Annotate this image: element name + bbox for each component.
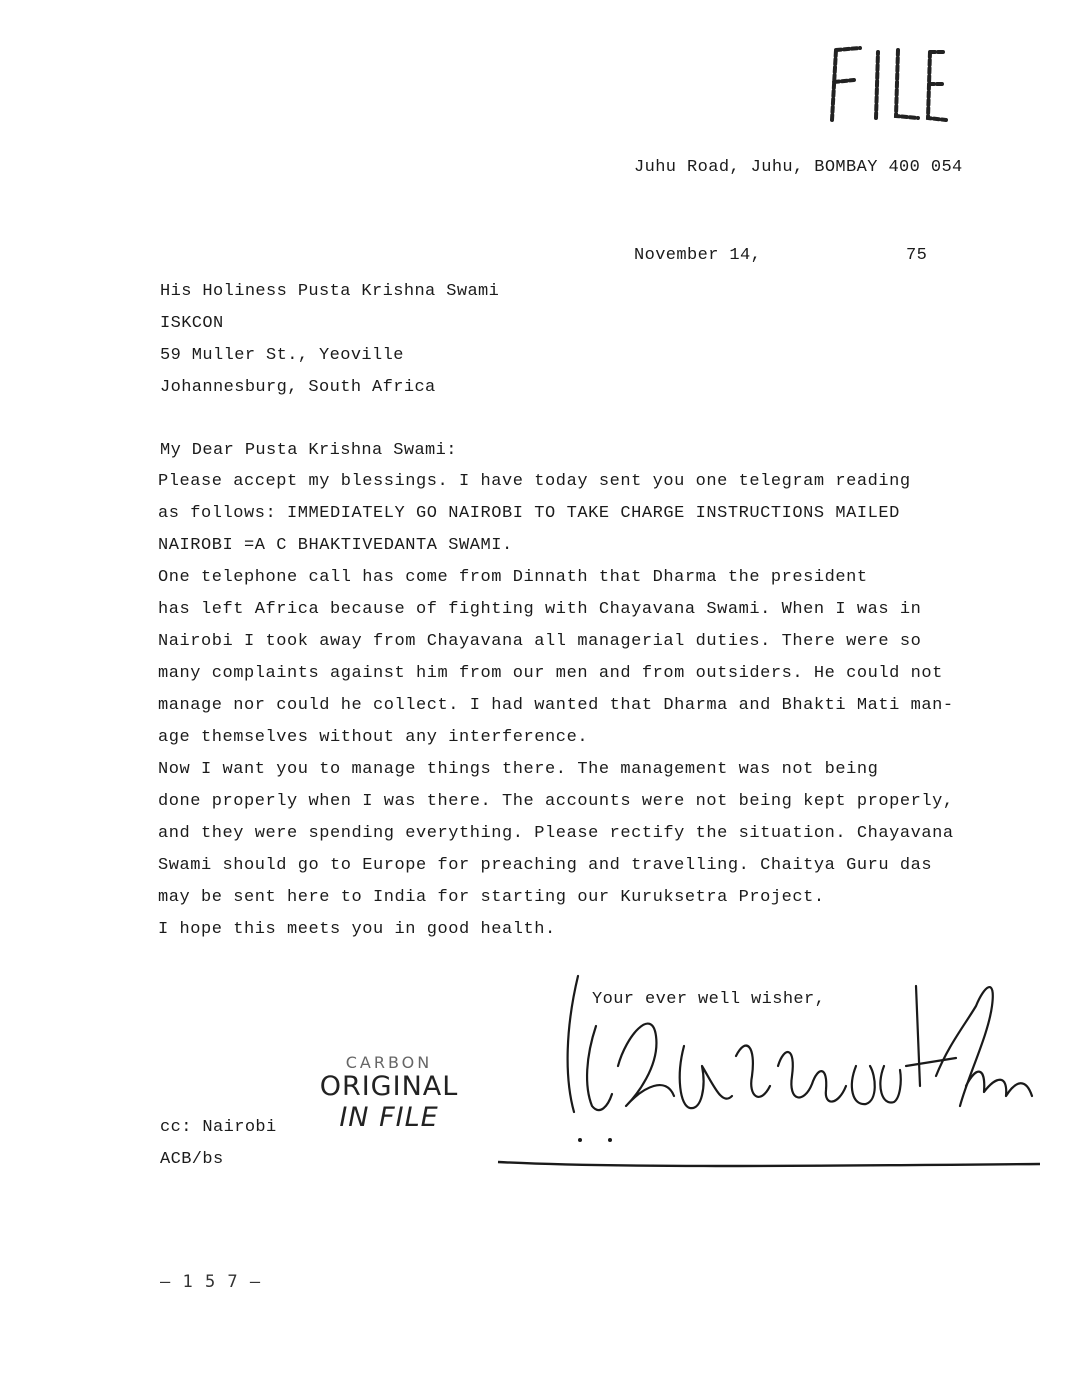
body-line: Please accept my blessings. I have today sent you one telegram reading (158, 472, 911, 491)
body-line: Nairobi I took away from Chayavana all managerial duties. There were so (158, 632, 922, 651)
file-stamp (818, 38, 948, 128)
body-line: Swami should go to Europe for preaching and travelling. Chaitya Guru das (158, 856, 933, 875)
body-line: and they were spending everything. Please rectify the situation. Chayavana (158, 824, 954, 843)
signature-line (496, 1156, 1042, 1170)
recipient-line-1: His Holiness Pusta Krishna Swami (160, 282, 500, 301)
typist-initials: ACB/bs (160, 1150, 224, 1169)
body-line: many complaints against him from our men and from outsiders. He could not (158, 664, 943, 683)
stamp-in-file-text: IN FILE (339, 1102, 439, 1133)
body-line: NAIROBI =A C BHAKTIVEDANTA SWAMI. (158, 536, 513, 555)
body-line: may be sent here to India for starting our Kuruksetra Project. (158, 888, 825, 907)
stamp-original-text: ORIGINAL (319, 1071, 459, 1102)
body-line: manage nor could he collect. I had wanted that Dharma and Bhakti Mati man- (158, 696, 954, 715)
cc-line: cc: Nairobi (160, 1118, 277, 1137)
recipient-line-2: ISKCON (160, 314, 224, 333)
stamp-carbon-text: CARBON (345, 1053, 433, 1072)
body-line: One telephone call has come from Dinnath that Dharma the president (158, 568, 868, 587)
signature (556, 966, 1046, 1146)
sender-address: Juhu Road, Juhu, BOMBAY 400 054 (634, 158, 963, 177)
letter-date-month: November 14, (634, 246, 762, 265)
closing: Your ever well wisher, (592, 990, 826, 1009)
salutation: My Dear Pusta Krishna Swami: (160, 441, 457, 460)
recipient-line-3: 59 Muller St., Yeoville (160, 346, 404, 365)
body-line: age themselves without any interference. (158, 728, 589, 747)
footer-mark: — 1 5 7 — (160, 1272, 262, 1292)
body-line: has left Africa because of fighting with Chayavana Swami. When I was in (158, 600, 922, 619)
body-line: done properly when I was there. The accounts were not being kept properly, (158, 792, 954, 811)
letter-date-year: 75 (906, 246, 928, 265)
recipient-line-4: Johannesburg, South Africa (160, 378, 436, 397)
body-line: Now I want you to manage things there. The management was not being (158, 760, 879, 779)
original-in-file-stamp (314, 1054, 464, 1134)
body-line: I hope this meets you in good health. (158, 920, 556, 939)
body-line: as follows: IMMEDIATELY GO NAIROBI TO TAKE CHARGE INSTRUCTIONS MAILED (158, 504, 900, 523)
